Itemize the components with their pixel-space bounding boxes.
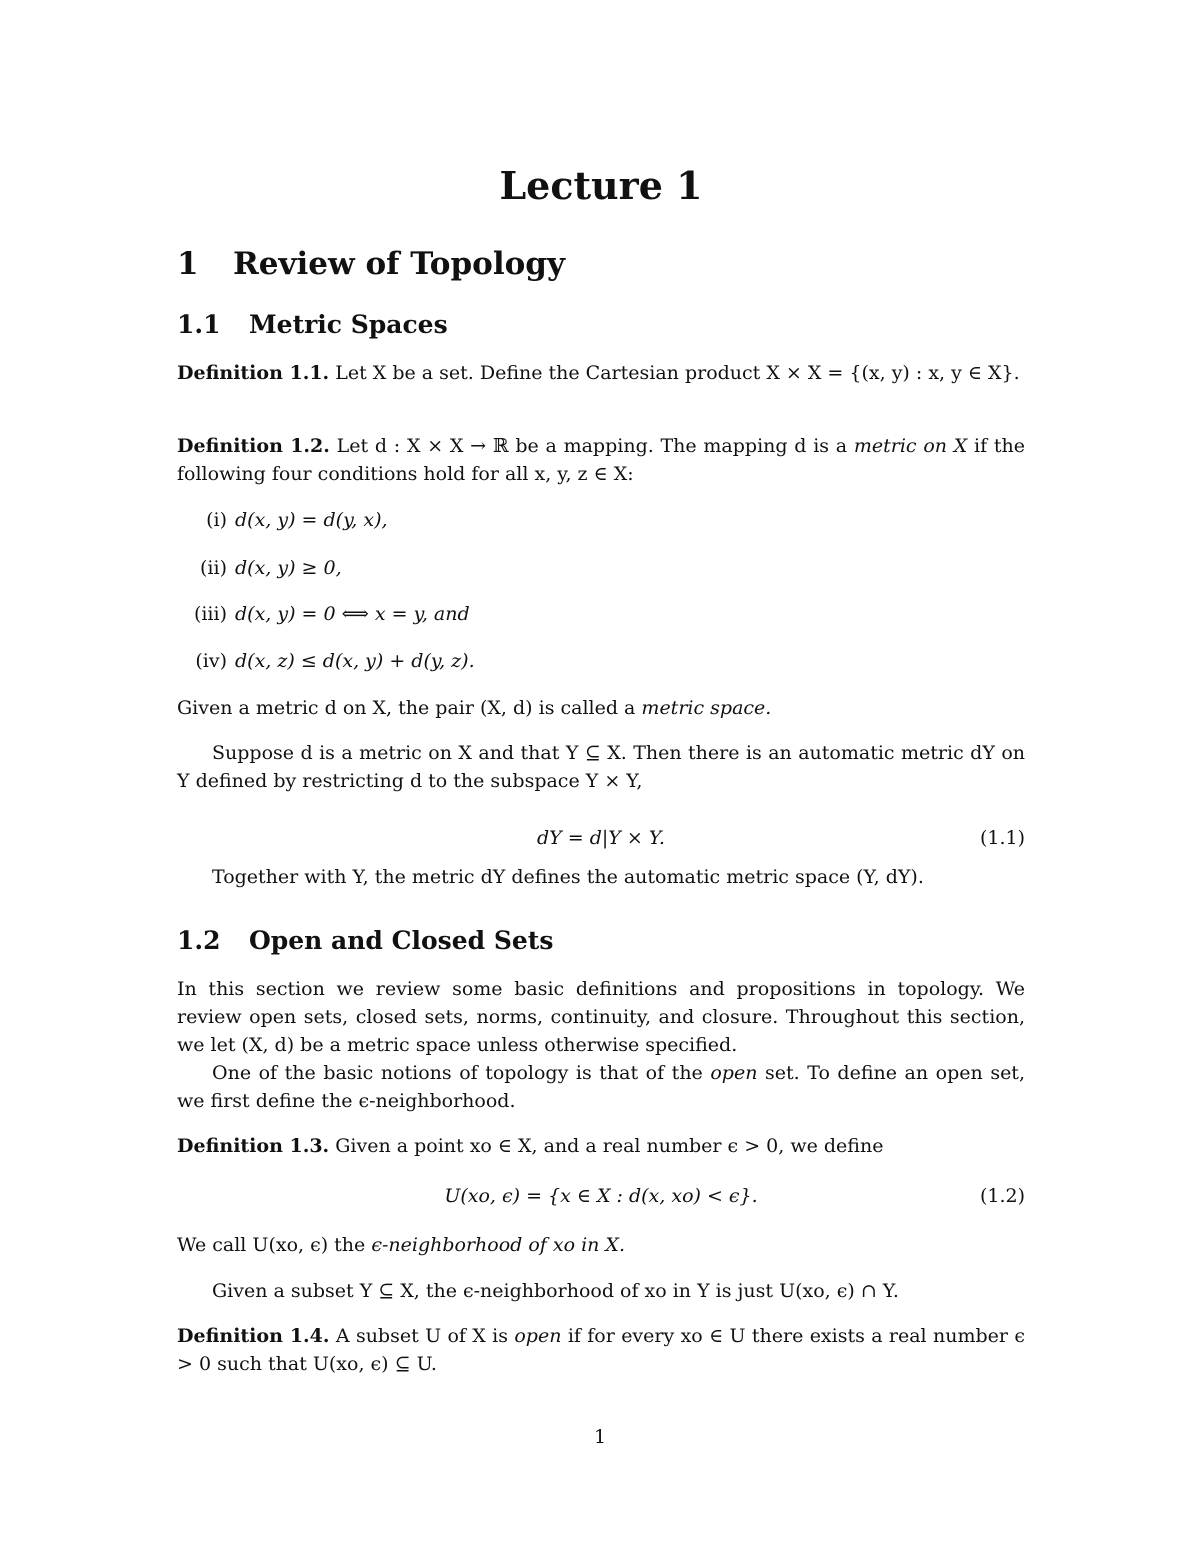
paragraph-text: Given a metric d on X, the pair (X, d) is called a bbox=[177, 697, 636, 719]
subsection-heading-metric-spaces bbox=[177, 310, 448, 339]
emphasis: ϵ-neighborhood of xo in X. bbox=[371, 1234, 625, 1256]
condition-text: d(x, y) ≥ 0, bbox=[235, 557, 342, 579]
subsection-number: 1.1 bbox=[177, 310, 221, 339]
definition-text: A subset U of X is bbox=[335, 1325, 508, 1347]
subset-paragraph bbox=[177, 1277, 1025, 1305]
definition-text: Let d : X × X → ℝ be a mapping. The mapping d is a bbox=[336, 435, 848, 457]
suppose-paragraph bbox=[177, 739, 1025, 795]
definition-1-3 bbox=[177, 1132, 1025, 1160]
section-number: 1 bbox=[177, 246, 199, 282]
paragraph-text: Given a subset Y ⊆ X, the ϵ-neighborhood of xo in Y is just U(xo, ϵ) ∩ Y. bbox=[212, 1280, 899, 1302]
paragraph-text: Suppose d is a metric on X and that Y ⊆ X. Then there is an automatic metric dY on Y defined by restricting d to the subspace Y × Y, bbox=[177, 742, 1025, 792]
emphasis: open bbox=[710, 1062, 758, 1084]
equation-1-1 bbox=[177, 824, 1025, 852]
section-title: Review of Topology bbox=[233, 246, 565, 282]
paragraph-text: Together with Y, the metric dY defines the automatic metric space (Y, dY). bbox=[212, 866, 924, 888]
definition-text: Let X be a set. Define the Cartesian product X × X = {(x, y) : x, y ∈ X}. bbox=[335, 362, 1020, 384]
condition-label: (ii) bbox=[200, 557, 227, 579]
definition-text-cont: if the following four conditions hold for all x, y, z ∈ X: bbox=[177, 435, 1026, 485]
paragraph-text: In this section we review some basic definitions and propositions in topology. We review open sets, closed sets, norms, continuity, and closure. Throughout this section, we let (X, d) be a metric space unless otherwise specified. bbox=[177, 978, 1025, 1056]
definition-text-cont: if for every xo ∈ U there exists a real number ϵ > 0 such that U(xo, ϵ) ⊆ U. bbox=[177, 1325, 1025, 1375]
condition-item bbox=[177, 506, 1025, 534]
definition-1-4 bbox=[177, 1322, 1025, 1378]
paragraph-text-cont: set. To define an open set, we first define the ϵ-neighborhood. bbox=[177, 1062, 1025, 1112]
emphasis: metric on X bbox=[853, 435, 968, 457]
paragraph-text: We call U(xo, ϵ) the bbox=[177, 1234, 366, 1256]
definition-label: Definition 1.2. bbox=[177, 435, 330, 457]
definition-1-2 bbox=[177, 432, 1025, 488]
subsection-title: Metric Spaces bbox=[249, 310, 448, 339]
page-number: 1 bbox=[593, 1426, 607, 1448]
equation-1-2 bbox=[177, 1182, 1025, 1210]
metric-space-paragraph bbox=[177, 694, 1025, 722]
emphasis: open bbox=[514, 1325, 562, 1347]
condition-text: d(x, z) ≤ d(x, y) + d(y, z). bbox=[235, 650, 475, 672]
subsection-heading-open-closed bbox=[177, 926, 553, 955]
paragraph-text: One of the basic notions of topology is that of the bbox=[212, 1062, 703, 1084]
definition-1-1 bbox=[177, 359, 1025, 387]
condition-item bbox=[177, 554, 1025, 582]
condition-item bbox=[177, 600, 1025, 628]
definition-label: Definition 1.1. bbox=[177, 362, 330, 384]
equation-tag: (1.2) bbox=[979, 1185, 1025, 1207]
equation-body: U(xo, ϵ) = {x ∈ X : d(x, xo) < ϵ}. bbox=[444, 1185, 758, 1207]
together-paragraph bbox=[177, 863, 1025, 891]
page-title: Lecture 1 bbox=[499, 163, 703, 208]
definition-text: Given a point xo ∈ X, and a real number ϵ > 0, we define bbox=[335, 1135, 884, 1157]
condition-label: (iv) bbox=[195, 650, 227, 672]
condition-label: (i) bbox=[206, 509, 227, 531]
equation-body: dY = d|Y × Y. bbox=[537, 827, 665, 849]
condition-label: (iii) bbox=[193, 603, 227, 625]
condition-item bbox=[177, 647, 1025, 675]
condition-text: d(x, y) = d(y, x), bbox=[235, 509, 388, 531]
emphasis: metric space. bbox=[641, 697, 772, 719]
subsection-number: 1.2 bbox=[177, 926, 221, 955]
condition-text: d(x, y) = 0 ⟺ x = y, and bbox=[235, 603, 470, 625]
equation-tag: (1.1) bbox=[979, 827, 1025, 849]
definition-label: Definition 1.4. bbox=[177, 1325, 330, 1347]
subsection-title: Open and Closed Sets bbox=[249, 926, 554, 955]
notion-paragraph bbox=[177, 1059, 1025, 1115]
intro-paragraph bbox=[177, 975, 1025, 1059]
section-heading bbox=[177, 246, 565, 282]
call-paragraph bbox=[177, 1231, 1025, 1259]
definition-label: Definition 1.3. bbox=[177, 1135, 330, 1157]
